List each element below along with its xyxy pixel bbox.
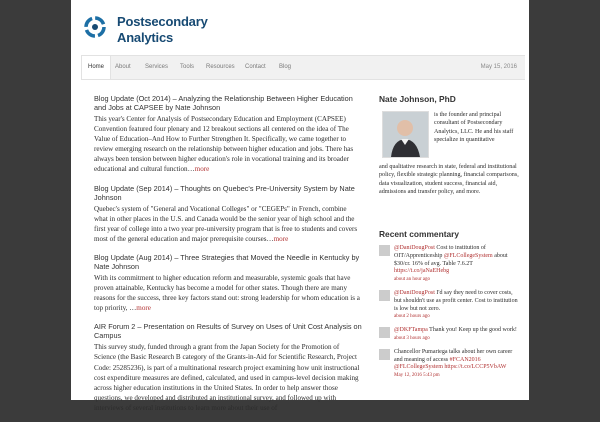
nav-contact[interactable]: Contact bbox=[245, 64, 266, 70]
comment-text bbox=[394, 349, 521, 380]
mention-link[interactable]: @DaniDougPost bbox=[394, 289, 435, 296]
sidebar bbox=[379, 94, 519, 379]
post-excerpt-text: Quebec's system of "General and Vocational Colleges" or "CEGEPs" in French, combine what in other places in the U.S. and Canada would be the senior year of high school and the first year of college into a two year pre-university program that is free to students and covers most of the general education and major prerequisite courses… bbox=[94, 204, 358, 243]
read-more-link[interactable]: more bbox=[194, 165, 210, 174]
comments-title: Recent commentary bbox=[379, 229, 460, 239]
read-more-link[interactable]: more bbox=[136, 304, 151, 313]
comment-item bbox=[379, 327, 521, 343]
post-excerpt bbox=[94, 204, 362, 244]
url-link[interactable]: https://t.co/jaNaEHebg bbox=[394, 268, 450, 275]
comment-body-cont: about $30/cr. 16% of avg. Table 7.6.2T bbox=[394, 252, 508, 267]
post-excerpt-text: With its commitment to higher education reform and measurable, systemic goals that have proven attainable, Kentucky has become a model for other states. Though there are many reasons for the success, three key factors stand out: strong leadership for whom education is a top priority, … bbox=[94, 273, 360, 313]
comment-item bbox=[379, 290, 521, 321]
comment-time[interactable]: about 2 hours ago bbox=[394, 314, 430, 320]
nav-tools[interactable]: Tools bbox=[180, 64, 195, 70]
comment-item bbox=[379, 245, 521, 284]
post-title[interactable]: Blog Update (Sep 2014) – Thoughts on Quebec's Pre-University System by Nate Johnson bbox=[94, 183, 355, 202]
mention-link[interactable]: @DaniDougPost bbox=[394, 245, 435, 251]
avatar bbox=[379, 290, 390, 301]
site-name-line2[interactable]: Analytics bbox=[117, 30, 174, 45]
nav-about[interactable]: About bbox=[115, 64, 131, 70]
nav-resources[interactable]: Resources bbox=[206, 64, 235, 70]
post-excerpt-text: This survey study, funded through a grant from the Japan Society for the Promotion of Science (the Basic Research B category of the Grants-in-Aid for Scientific Research, Project Code: 25285236), is part of a multinational research project examining how unit instructional cost expenditure measures are defined, calculated, and used in campus-level decision making across higher education institutions in the United States. In order to help answer those questions, we developed and distributed an institutional survey, and followed up with interviews of several institutions to learn more about their use of bbox=[94, 343, 360, 412]
post-item bbox=[94, 184, 362, 244]
post-excerpt bbox=[94, 342, 362, 413]
comment-time[interactable]: about 3 hours ago bbox=[394, 335, 430, 341]
comment-body: Chancellor Pumariega talks about her own career and meaning of access bbox=[394, 348, 513, 363]
nav-services[interactable]: Services bbox=[145, 64, 169, 70]
author-bio: is the founder and principal consultant of Postsecondary Analytics, LLC. He and his staff specialize in quantitative bbox=[434, 112, 514, 143]
post-excerpt bbox=[94, 273, 362, 313]
person-icon bbox=[383, 112, 428, 157]
comment-time[interactable]: about an hour ago bbox=[394, 277, 430, 283]
page bbox=[71, 0, 529, 412]
url-link[interactable]: https://t.co/LCCP5VbAW bbox=[444, 364, 507, 371]
post-title[interactable]: Blog Update (Aug 2014) – Three Strategies that Moved the Needle in Kentucky by Nate Johnson bbox=[94, 252, 360, 271]
nav-home[interactable]: Home bbox=[81, 56, 111, 79]
post-title[interactable]: Blog Update (Oct 2014) – Analyzing the Relationship Between Higher Education and Jobs at CAPSEE by Nate Johnson bbox=[94, 94, 353, 112]
post-title[interactable]: AIR Forum 2 – Presentation on Results of Survey on Uses of Unit Cost Analysis on Campus bbox=[94, 322, 362, 341]
post-item bbox=[94, 322, 362, 413]
comment-text bbox=[394, 245, 521, 284]
main-nav bbox=[81, 55, 525, 80]
mention-link[interactable]: @FLCollegeSystem bbox=[443, 252, 493, 259]
author-photo bbox=[382, 111, 429, 158]
comment-time[interactable]: May 12, 2016 5:43 pm bbox=[394, 373, 440, 379]
comment-body: I'd say they need to cover costs, but shouldn't use as profit center. Cost to institution is low but not zero. bbox=[394, 289, 518, 312]
post-excerpt bbox=[94, 114, 362, 175]
comment-item bbox=[379, 349, 521, 380]
post-item bbox=[94, 94, 362, 175]
avatar bbox=[379, 349, 390, 360]
post-excerpt-text: This year's Center for Analysis of Postsecondary Education and Employment (CAPSEE) Convention featured four plenary and 12 breakout sections all centered on the idea of The Value of Education–And How to Further Strengthen It. Specifically, we came together to review emerging research on the relationship between higher education and jobs. There has always been tension between higher education's role in vocational training and its broader educational and cultural function… bbox=[94, 115, 354, 174]
logo-icon[interactable] bbox=[83, 15, 107, 39]
comment-body: Cost to institution of OIT/Apprenticeship bbox=[394, 245, 486, 259]
recent-comments bbox=[379, 229, 521, 386]
hashtag-link[interactable]: #FCAN2016 @FLCollegeSystem bbox=[394, 356, 481, 371]
current-date: May 15, 2016 bbox=[480, 64, 517, 70]
site-name-line1[interactable]: Postsecondary bbox=[117, 14, 208, 29]
site-header bbox=[71, 0, 529, 52]
comment-text bbox=[394, 327, 517, 343]
post-item bbox=[94, 253, 362, 313]
avatar bbox=[379, 245, 390, 256]
author-title: Nate Johnson, PhD bbox=[379, 94, 456, 104]
mention-link[interactable]: @DKFTampa bbox=[394, 327, 428, 334]
nav-blog[interactable]: Blog bbox=[279, 64, 292, 70]
comment-text bbox=[394, 290, 521, 321]
post-list bbox=[94, 94, 362, 422]
read-more-link[interactable]: more bbox=[273, 234, 289, 243]
avatar bbox=[379, 327, 390, 338]
comment-body: Thank you! Keep up the good work! bbox=[427, 327, 517, 334]
author-bio-continued: and qualitative research in state, federal and institutional policy, flexible strategic planning, financial comparisons, data visualization, student success, financial aid, admissions and transfer policy, and more. bbox=[379, 164, 519, 195]
